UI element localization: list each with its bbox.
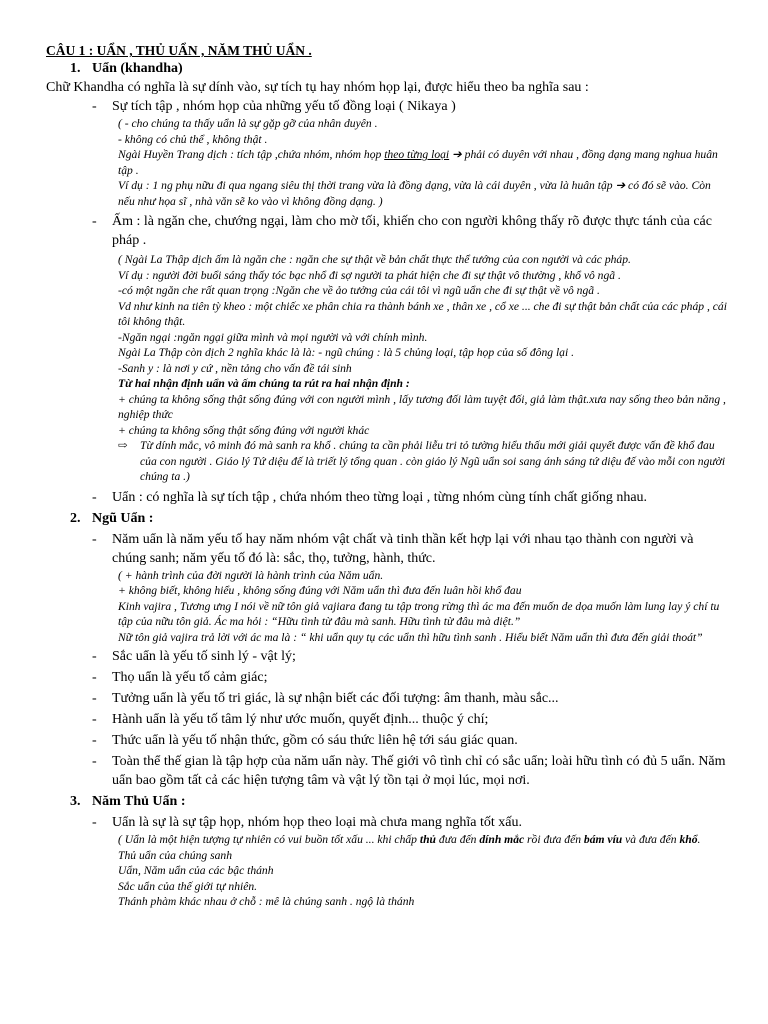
section-title: Ngũ Uẩn : xyxy=(92,510,154,526)
note-text: ( Uẩn là một hiện tượng tự nhiên có vui buồn tốt xấu ... khi chấp xyxy=(118,833,420,846)
bullet-item xyxy=(46,647,728,666)
note-text: Ngài Huyền Trang dịch : tích tập ,chứa nhóm, nhóm họp xyxy=(118,148,385,161)
bullet-item xyxy=(46,97,728,116)
note-line xyxy=(46,147,728,178)
bullet-item xyxy=(46,731,728,750)
note-line: - không có chủ thể , không thật . xyxy=(118,132,268,146)
dash-marker: - xyxy=(92,754,97,769)
note-line: ( + hành trình của đời người là hành trình của Năm uẩn. xyxy=(118,568,384,582)
bullet-text: Năm uẩn là năm yếu tố hay năm nhóm vật chất và tinh thần kết hợp lại với nhau tạo thành con người và chúng sanh; năm yếu tố đó là: sắc, thọ, tưởng, hành, thức. xyxy=(112,531,694,566)
note-line: -Sanh y : là nơi y cứ , nền tảng cho vấn đề tái sinh xyxy=(118,361,352,375)
note-text: và đưa đến xyxy=(622,833,680,846)
bullet-text: Uẩn là sự là sự tập họp, nhóm họp theo loại mà chưa mang nghĩa tốt xấu. xyxy=(112,815,523,830)
bullet-item xyxy=(46,488,728,507)
section-number: 2. xyxy=(70,510,81,526)
note-text: ➔ phải có duyên với nhau , đồng dạng mang nghua huân tập . xyxy=(118,148,718,177)
note-line-bold: Từ hai nhận định uẩn và ấm chúng ta rút ra hai nhận định : xyxy=(118,377,410,390)
bullet-text: Toàn thể thế gian là tập hợp của năm uẩn này. Thế giới vô tình chỉ có sắc uẩn; loài hữu tình có đủ 5 uẩn. Năm uẩn bao gồm tất cả các hiện tượng tâm và vật lý tồn tại ở mọi lúc, mọi nơi. xyxy=(112,754,726,788)
note-line: + chúng ta không sống thật sống đúng với người khác xyxy=(118,423,370,437)
underlined-text: theo từng loại xyxy=(384,148,450,161)
bold-text: bám víu xyxy=(583,833,623,846)
note-line xyxy=(46,832,728,848)
bold-text: dính mắc xyxy=(479,833,525,846)
bullet-text: Thức uẩn là yếu tố nhận thức, gồm có sáu thức liên hệ tới sáu giác quan. xyxy=(112,733,518,748)
note-line: ( Ngài La Thập dịch ấm là ngăn che : ngăn che sự thật về bản chất thực thể tướng của con người và các pháp. xyxy=(118,253,631,266)
dash-marker: - xyxy=(92,815,97,830)
note-line: + chúng ta không sống thật sống đúng với con người mình , lấy tương đối làm tuyệt đối, giả làm thật.xưa nay sống theo bản năng , nghiệp thức xyxy=(118,392,726,421)
section-heading-nam-thu-uan xyxy=(70,792,728,811)
bullet-item xyxy=(46,530,728,568)
section-title: Năm Thủ Uẩn : xyxy=(92,794,186,809)
section-heading-ngu-uan xyxy=(70,509,728,528)
section-number: 3. xyxy=(70,794,81,809)
note-line: Kinh vajira , Tương ưng I nói về nữ tôn giả vajiara đang tu tập trong rừng thì ác ma đến muốn de dọa muốn làm lung lay ý chí tu tập của nữu tôn giả. Ác ma hỏi : “Hữu tình từ đâu mà sanh. Hữu tình từ đâu mà diệt.” xyxy=(118,599,720,628)
section-title: Uẩn (khandha) xyxy=(92,61,183,76)
dash-marker: - xyxy=(92,649,97,664)
note-text: . xyxy=(697,833,701,846)
dash-marker: - xyxy=(92,670,97,685)
bullet-item xyxy=(46,212,728,250)
bullet-text: Sự tích tập , nhóm họp của những yếu tố đồng loại ( Nikaya ) xyxy=(112,99,456,114)
section-heading-uan xyxy=(70,59,728,78)
note-line: Thánh phàm khác nhau ở chỗ : mê là chúng sanh . ngộ là thánh xyxy=(118,895,415,908)
note-line: Ví dụ : 1 ng phụ nữu đi qua ngang siêu thị thời trang vừa là đồng dạng, vừa là cái duyên , vừa là huân tập ➔ có đó sẽ vào. Còn nếu như họa sĩ , nhà văn sẽ ko vào vì không đồng dạng. ) xyxy=(118,179,711,208)
bullet-text: Sắc uẩn là yếu tố sinh lý - vật lý; xyxy=(112,649,296,664)
note-line: Nữ tôn giả vajira trả lời với ác ma là : “ khi uẩn quy tụ các uẩn thì hữu tình sanh . Hiểu biết Năm uẩn thì đưa đến giải thoát” xyxy=(118,630,703,644)
bullet-item xyxy=(46,710,728,729)
bullet-text: Ấm : là ngăn che, chướng ngại, làm cho mờ tối, khiến cho con người không thấy rõ được thực tánh của các pháp . xyxy=(112,214,712,248)
dash-marker: - xyxy=(92,691,97,706)
arrow-right-icon: ⇨ xyxy=(118,439,128,452)
note-line: Sắc uẩn của thế giới tự nhiên. xyxy=(118,879,258,893)
dash-marker: - xyxy=(92,489,97,505)
bold-text: thủ xyxy=(419,833,436,846)
bullet-item xyxy=(46,752,728,790)
note-text: rồi đưa đến xyxy=(524,833,584,846)
intro-paragraph: Chữ Khandha có nghĩa là sự dính vào, sự tích tụ hay nhóm họp lại, được hiểu theo ba nghĩa sau : xyxy=(46,80,589,95)
note-line: Ví dụ : người đời buổi sáng thấy tóc bạc nhổ đi sợ người ta phát hiện che đi sự thật vô thường , khổ vô ngã . xyxy=(118,268,621,282)
dash-marker: - xyxy=(92,99,97,114)
page-title: CÂU 1 : UẨN , THỦ UẨN , NĂM THỦ UẨN . xyxy=(46,43,312,58)
bullet-item xyxy=(46,668,728,687)
note-line: Thủ uẩn của chúng sanh xyxy=(118,848,233,862)
note-line: Uẩn, Năm uẩn của các bậc thánh xyxy=(118,864,274,877)
bullet-text: Uẩn : có nghĩa là sự tích tập , chứa nhóm theo từng loại , từng nhóm cùng tính chất giống nhau. xyxy=(112,489,648,505)
note-text: đưa đến xyxy=(436,833,480,846)
bullet-text: Hành uẩn là yếu tố tâm lý như ước muốn, quyết định... thuộc ý chí; xyxy=(112,712,489,727)
bullet-item xyxy=(46,689,728,708)
note-line: Vd như kinh na tiên tỳ kheo : một chiếc xe phân chia ra thành bánh xe , thân xe , cổ xe ... che đi sự thật bản chất của các pháp , cái tôi không thật. xyxy=(118,299,727,328)
dash-marker: - xyxy=(92,712,97,727)
bold-text: khổ xyxy=(679,833,698,846)
note-line: + không biết, không hiểu , không sống đúng với Năm uẩn thì đưa đến luân hồi khổ đau xyxy=(118,584,522,597)
dash-marker: - xyxy=(92,733,97,748)
bullet-text: Tưởng uẩn là yếu tố tri giác, là sự nhận biết các đối tượng: âm thanh, màu sắc... xyxy=(112,691,559,706)
note-line: Ngài La Thập còn dịch 2 nghĩa khác là là: - ngũ chúng : là 5 chủng loại, tập họp của số đông lại . xyxy=(118,346,574,359)
dash-marker: - xyxy=(92,531,97,547)
bullet-text: Thọ uẩn là yếu tố cảm giác; xyxy=(112,670,268,685)
dash-marker: - xyxy=(92,214,97,229)
note-text: Từ dính mắc, vô minh đó mà sanh ra khổ . chúng ta cần phải liễu tri tỏ tường hiểu thấu mới giải quyết được vấn đề khổ đau của con người . Giáo lý Tứ diệu đế là triết lý tổng quan . còn giáo lý Ngũ uẩn soi sang ánh sáng tứ diệu đế vào mỗi con người chúng ta .) xyxy=(140,439,726,483)
note-line: ( - cho chúng ta thấy uẩn là sự gặp gỡ của nhân duyên . xyxy=(118,117,378,130)
note-line: -có một ngăn che rất quan trọng :Ngăn che về ảo tưởng của cái tôi vì ngũ uẩn che đi sự thật về vô ngã . xyxy=(118,284,600,297)
section-number: 1. xyxy=(70,61,81,76)
bullet-item xyxy=(46,813,728,832)
arrow-note xyxy=(46,438,728,485)
note-line: -Ngăn ngại :ngăn ngại giữa mình và mọi người và với chính mình. xyxy=(118,330,428,344)
